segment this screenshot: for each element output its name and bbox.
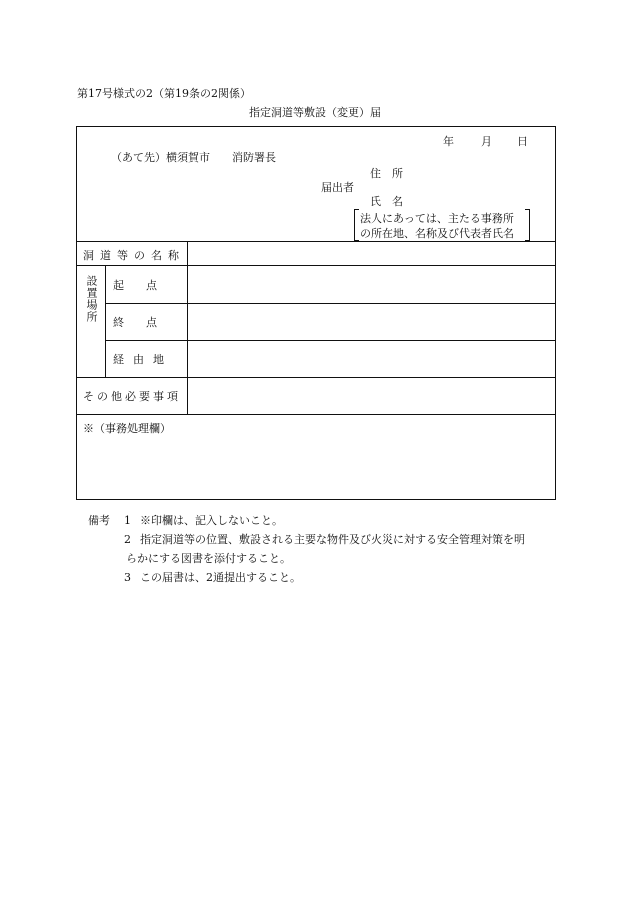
tunnel-name-label: 洞道等の名称 (83, 249, 185, 262)
corporate-note-line2: の所在地、名称及び代表者氏名 (360, 227, 514, 240)
corporate-note (354, 209, 530, 239)
note-text: この届書は、2通提出すること。 (140, 571, 301, 584)
notes-heading: 備考 (88, 514, 110, 527)
via-field[interactable] (188, 341, 554, 376)
start-label: 起 点 (113, 279, 157, 292)
form-number: 第17号様式の2（第19条の2関係） (77, 87, 251, 100)
start-field[interactable] (188, 266, 554, 302)
note-number: 1 (124, 514, 131, 527)
note-number: 2 (124, 533, 131, 546)
note-text: らかにする図書を添付すること。 (126, 552, 291, 565)
tunnel-name-field[interactable] (188, 242, 554, 264)
corporate-note-line1: 法人にあっては、主たる事務所 (360, 212, 514, 225)
addressee: （あて先）横須賀市 消防署長 (111, 151, 276, 164)
end-label: 終 点 (113, 316, 157, 329)
office-label: ※（事務処理欄） (83, 422, 171, 435)
year-label: 年 (443, 135, 454, 148)
month-label: 月 (481, 135, 492, 148)
note-number: 3 (124, 571, 131, 584)
end-field[interactable] (188, 304, 554, 339)
via-label: 経由地 (113, 353, 173, 366)
notifier-label: 届出者 (321, 181, 354, 194)
name-label: 氏 名 (370, 195, 403, 208)
location-label: 設置場所 (85, 275, 98, 323)
note-text: 指定洞道等の位置、敷設される主要な物件及び火災に対する安全管理対策を明 (140, 533, 525, 546)
other-label: その他必要事項 (83, 390, 181, 403)
form-title: 指定洞道等敷設（変更）届 (249, 106, 381, 119)
note-text: ※印欄は、記入しないこと。 (140, 514, 283, 527)
notification-form (76, 126, 556, 500)
address-label: 住 所 (370, 167, 403, 180)
other-field[interactable] (188, 378, 554, 413)
day-label: 日 (517, 135, 528, 148)
